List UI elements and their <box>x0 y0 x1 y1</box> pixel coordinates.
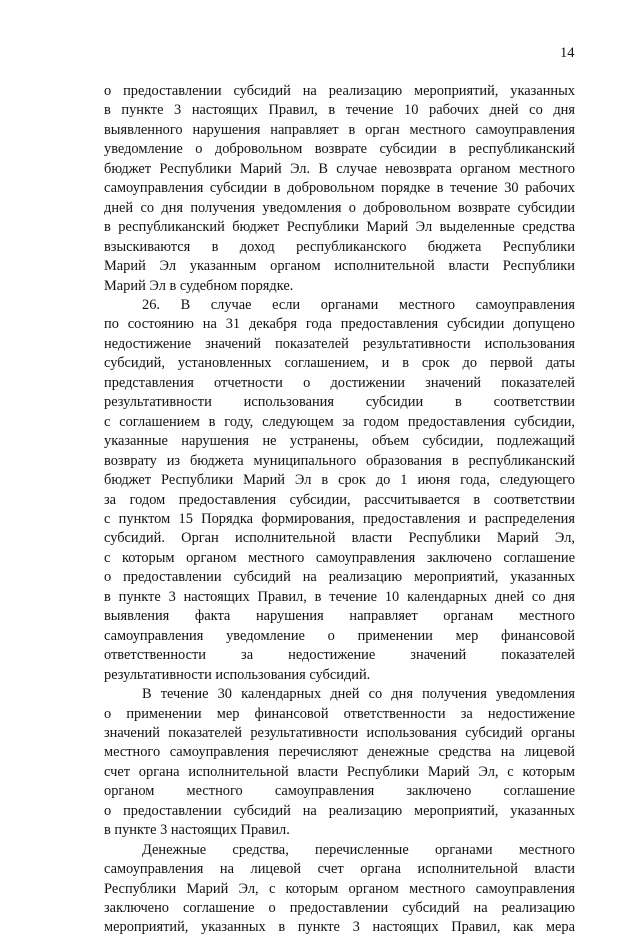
text-line: о предоставлении субсидий на реализацию мероприятий, указанных <box>104 802 575 819</box>
text-line: представления отчетности о достижении значений показателей <box>104 374 575 391</box>
text-line: органом местного самоуправления заключено соглашение <box>104 783 575 800</box>
paragraph <box>104 296 575 685</box>
text-line: указанные нарушения не устранены, объем субсидии, подлежащий <box>104 433 575 450</box>
text-line: о предоставлении субсидий на реализацию мероприятий, указанных <box>104 569 575 586</box>
text-line: с которым органом местного самоуправления заключено соглашение <box>104 549 575 566</box>
text-line: выявленного нарушения направляет в орган местного самоуправления <box>104 121 575 138</box>
text-line: значений показателей результативности использования субсидий органы <box>104 724 575 741</box>
text-line: результативности использования субсидии в соответствии <box>104 394 575 411</box>
text-line: самоуправления уведомление о применении мер финансовой <box>104 627 575 644</box>
page-number: 14 <box>560 45 575 61</box>
text-line: заключено соглашение о предоставлении субсидий на реализацию <box>104 900 575 917</box>
text-line: Денежные средства, перечисленные органами местного <box>142 841 575 858</box>
text-line: возврату из бюджета муниципального образования в республиканский <box>104 452 575 469</box>
text-line: субсидий. Орган исполнительной власти Республики Марий Эл, <box>104 530 575 547</box>
text-line: за годом предоставления субсидии, рассчитывается в соответствии <box>104 491 575 508</box>
text-line: местного самоуправления перечисляют денежные средства на лицевой <box>104 744 575 761</box>
text-line: субсидий, установленных соглашением, и в срок до первой даты <box>104 355 575 372</box>
text-line: счет органа исполнительной власти Республики Марий Эл, с которым <box>104 763 575 780</box>
text-line: бюджет Республики Марий Эл. В случае невозврата органом местного <box>104 160 575 177</box>
paragraph <box>104 841 575 938</box>
text-line: недостижение значений показателей результативности использования <box>104 335 575 352</box>
text-line: с соглашением в году, следующем за годом предоставления субсидии, <box>104 413 575 430</box>
text-line: В течение 30 календарных дней со дня получения уведомления <box>142 686 575 703</box>
paragraph <box>104 685 575 841</box>
text-line: дней со дня получения уведомления о добровольном возврате субсидии <box>104 199 575 216</box>
text-line: мероприятий, указанных в пункте 3 настоящих Правил, как мера <box>104 919 575 936</box>
text-line: самоуправления субсидии в добровольном порядке в течение 30 рабочих <box>104 180 575 197</box>
text-line: в пункте 3 настоящих Правил, в течение 10 рабочих дней со дня <box>104 102 575 119</box>
text-line: о применении мер финансовой ответственности за недостижение <box>104 705 575 722</box>
text-line: ответственности за недостижение значений показателей <box>104 647 575 664</box>
text-line: в пункте 3 настоящих Правил. <box>104 822 290 839</box>
text-line: взыскиваются в доход республиканского бюджета Республики <box>104 238 575 255</box>
text-line: Республики Марий Эл, с которым органом местного самоуправления <box>104 880 575 897</box>
text-line: выявления факта нарушения направляет органам местного <box>104 608 575 625</box>
text-line: уведомление о добровольном возврате субсидии в республиканский <box>104 141 575 158</box>
text-line: в пункте 3 настоящих Правил, в течение 10 календарных дней со дня <box>104 588 575 605</box>
paragraph <box>104 82 575 296</box>
text-line: 26. В случае если органами местного самоуправления <box>142 296 575 313</box>
text-line: самоуправления на лицевой счет органа исполнительной власти <box>104 861 575 878</box>
document-body <box>104 82 575 938</box>
text-line: бюджет Республики Марий Эл в срок до 1 июня года, следующего <box>104 472 575 489</box>
text-line: о предоставлении субсидий на реализацию мероприятий, указанных <box>104 83 575 99</box>
text-line: с пунктом 15 Порядка формирования, предоставления и распределения <box>104 510 575 527</box>
text-line: по состоянию на 31 декабря года предоставления субсидии допущено <box>104 316 575 333</box>
text-line: Марий Эл в судебном порядке. <box>104 277 294 294</box>
text-line: в республиканский бюджет Республики Марий Эл выделенные средства <box>104 219 575 236</box>
text-line: Марий Эл указанным органом исполнительной власти Республики <box>104 258 575 275</box>
text-line: результативности использования субсидий. <box>104 666 371 683</box>
